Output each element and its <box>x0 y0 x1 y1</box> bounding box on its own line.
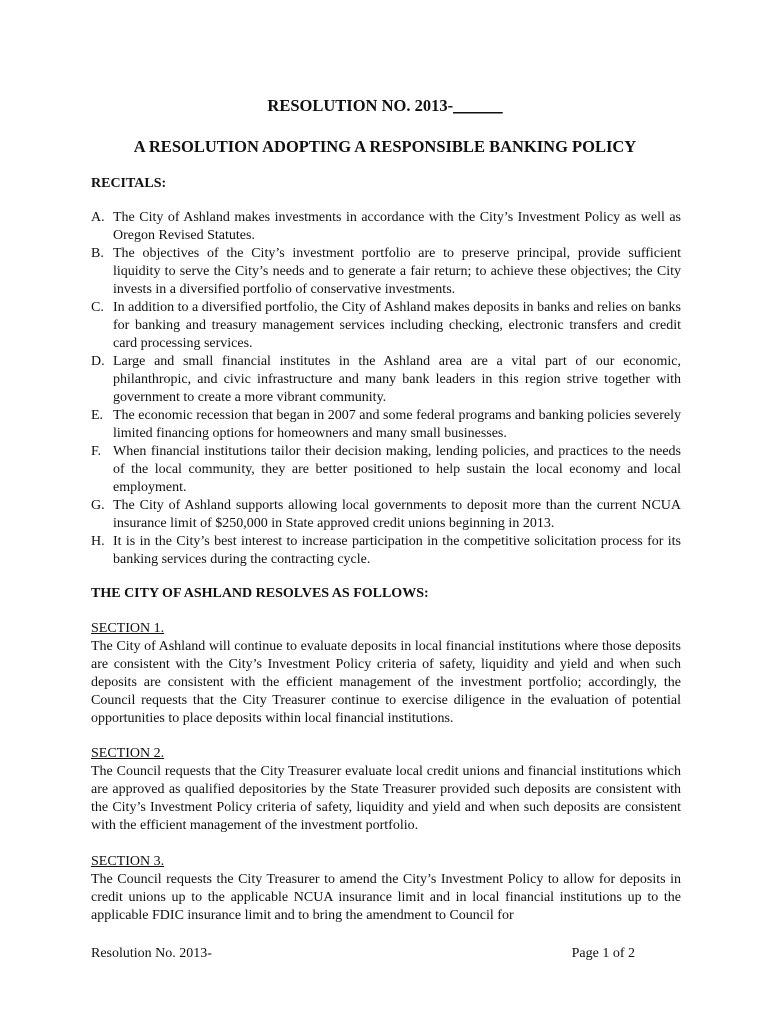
recital-letter: D. <box>91 354 105 369</box>
footer-resolution-number: Resolution No. 2013- <box>91 946 212 961</box>
recital-item <box>91 299 681 353</box>
recital-text: The objectives of the City’s investment portfolio are to preserve principal, provide sufficient liquidity to serve the City’s needs and to generate a fair return; to achieve these objectives; the City invests in a diversified portfolio of conservative investments. <box>113 246 681 297</box>
resolution-number-blank: ______ <box>453 96 503 115</box>
resolves-heading: THE CITY OF ASHLAND RESOLVES AS FOLLOWS: <box>91 586 429 601</box>
recital-text: Large and small financial institutes in the Ashland area are a vital part of our economic, philanthropic, and civic infrastructure and many bank leaders in this region strive together with government to create a more vibrant community. <box>113 354 681 405</box>
recital-letter: F. <box>91 444 102 459</box>
recital-letter: H. <box>91 534 105 549</box>
recital-text: The economic recession that began in 2007 and some federal programs and banking policies severely limited financing options for homeowners and many small businesses. <box>113 408 681 441</box>
footer-page-number: Page 1 of 2 <box>571 946 635 961</box>
recitals-heading: RECITALS: <box>91 176 167 191</box>
recital-text: The City of Ashland supports allowing local governments to deposit more than the current NCUA insurance limit of $250,000 in State approved credit unions beginning in 2013. <box>113 498 681 531</box>
resolution-subtitle: A RESOLUTION ADOPTING A RESPONSIBLE BANKING POLICY <box>133 137 637 156</box>
recital-item <box>91 353 681 407</box>
recital-letter: B. <box>91 246 104 261</box>
recital-item <box>91 407 681 443</box>
recital-text: It is in the City’s best interest to increase participation in the competitive solicitation process for its banking services during the contracting cycle. <box>113 534 681 567</box>
recital-letter: E. <box>91 408 104 423</box>
recital-letter: C. <box>91 300 104 315</box>
recital-text: The City of Ashland makes investments in accordance with the City’s Investment Policy as well as Oregon Revised Statutes. <box>113 210 681 243</box>
recital-item <box>91 245 681 299</box>
recital-item <box>91 533 681 569</box>
recital-text: In addition to a diversified portfolio, the City of Ashland makes deposits in banks and relies on banks for banking and treasury management services including checking, electronic transfers and credit card processing services. <box>113 300 681 351</box>
section-body: The Council requests the City Treasurer to amend the City’s Investment Policy to allow for deposits in credit unions up to the applicable NCUA insurance limit and in local financial institutions up to the applicable FDIC insurance limit and to bring the amendment to Council for <box>91 872 681 923</box>
recital-item <box>91 209 681 245</box>
section-heading: SECTION 1. <box>91 621 165 636</box>
recital-item <box>91 497 681 533</box>
section-2 <box>91 745 681 835</box>
section-body: The Council requests that the City Treasurer evaluate local credit unions and financial institutions which are approved as qualified depositories by the State Treasurer provided such deposits are consistent with the City’s Investment Policy criteria of safety, liquidity and yield and when such deposits are consistent with the efficient management of the investment portfolio. <box>91 764 681 833</box>
section-heading: SECTION 3. <box>91 854 165 869</box>
recitals-list <box>91 209 681 569</box>
resolution-title-prefix: RESOLUTION NO. 2013- <box>267 96 454 115</box>
section-body: The City of Ashland will continue to evaluate deposits in local financial institutions where those deposits are consistent with the City’s Investment Policy criteria of safety, liquidity and yield and when such deposits are consistent with the efficient management of the investment portfolio; accordingly, the Council requests that the City Treasurer continue to exercise diligence in the evaluation of potential opportunities to place deposits within local financial institutions. <box>91 639 681 726</box>
recital-letter: A. <box>91 210 105 225</box>
section-3 <box>91 853 681 925</box>
resolution-title <box>0 96 770 116</box>
section-heading: SECTION 2. <box>91 746 165 761</box>
recital-item <box>91 443 681 497</box>
section-1 <box>91 620 681 728</box>
recital-letter: G. <box>91 498 105 513</box>
recital-text: When financial institutions tailor their decision making, lending policies, and practices to the needs of the local community, they are better positioned to help sustain the local economy and local employment. <box>113 444 681 495</box>
